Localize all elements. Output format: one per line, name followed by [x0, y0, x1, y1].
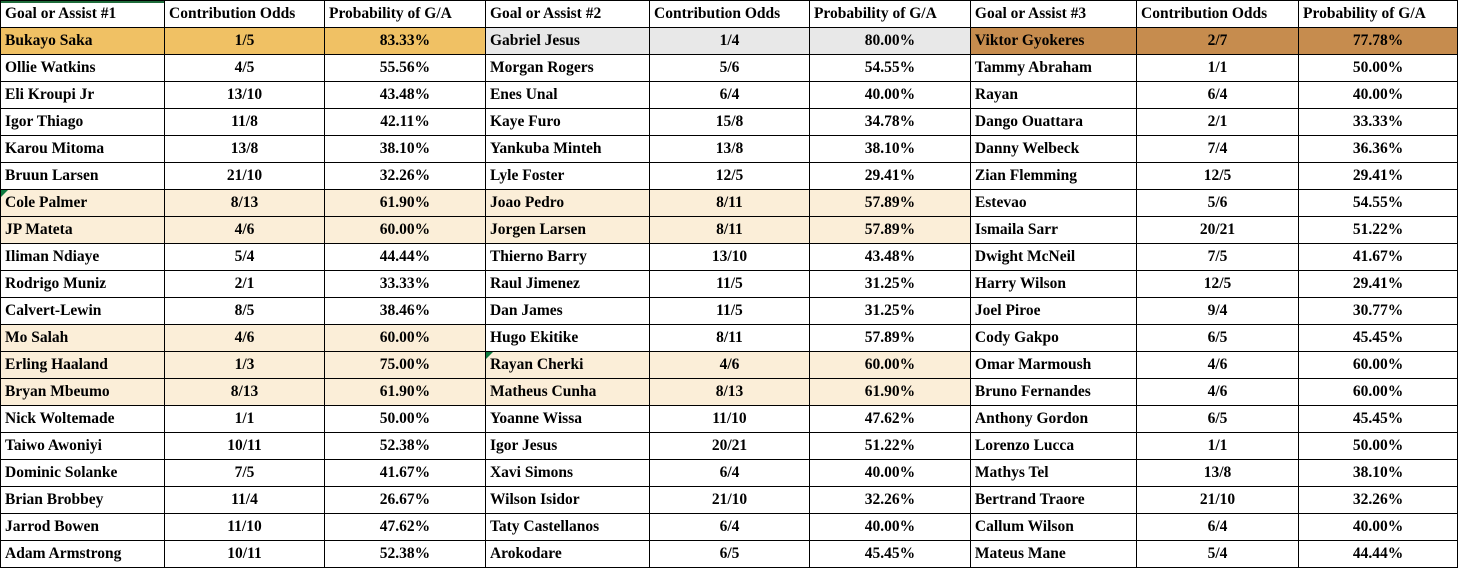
cell-c3-name: Dwight McNeil	[970, 244, 1136, 271]
cell-c1-name: Taiwo Awoniyi	[1, 433, 165, 460]
cell-c3-prob: 32.26%	[1299, 487, 1458, 514]
table-row	[1, 271, 1458, 298]
cell-c3-prob: 44.44%	[1299, 541, 1458, 568]
cell-c1-odds: 8/13	[165, 379, 325, 406]
cell-c1-name: Nick Woltemade	[1, 406, 165, 433]
cell-c1-prob: 75.00%	[324, 352, 485, 379]
cell-c3-prob: 60.00%	[1299, 352, 1458, 379]
cell-c1-prob: 83.33%	[324, 28, 485, 55]
table-row	[1, 163, 1458, 190]
cell-c1-name: Erling Haaland	[1, 352, 165, 379]
cell-c2-prob: 31.25%	[809, 298, 970, 325]
table-row	[1, 28, 1458, 55]
cell-c2-odds: 11/5	[650, 298, 810, 325]
cell-c3-odds: 12/5	[1137, 163, 1299, 190]
cell-c1-odds: 5/4	[165, 244, 325, 271]
cell-c3-name: Lorenzo Lucca	[970, 433, 1136, 460]
cell-c3-prob: 54.55%	[1299, 190, 1458, 217]
cell-c2-name: Joao Pedro	[485, 190, 649, 217]
cell-c1-name: Brian Brobbey	[1, 487, 165, 514]
column-header-name-1: Goal or Assist #1	[1, 1, 165, 28]
cell-c1-name: Bukayo Saka	[1, 28, 165, 55]
cell-c2-prob: 60.00%	[809, 352, 970, 379]
table-header-row	[1, 1, 1458, 28]
cell-c2-name: Enes Unal	[485, 82, 649, 109]
cell-c1-prob: 38.10%	[324, 136, 485, 163]
cell-c3-name: Bruno Fernandes	[970, 379, 1136, 406]
cell-c2-name: Lyle Foster	[485, 163, 649, 190]
column-header-prob-2: Probability of G/A	[809, 1, 970, 28]
cell-c1-name: Bruun Larsen	[1, 163, 165, 190]
cell-c3-odds: 7/5	[1137, 244, 1299, 271]
cell-c2-prob: 57.89%	[809, 190, 970, 217]
cell-c2-name: Morgan Rogers	[485, 55, 649, 82]
cell-c1-odds: 1/5	[165, 28, 325, 55]
table-row	[1, 109, 1458, 136]
cell-c3-name: Viktor Gyokeres	[970, 28, 1136, 55]
table-row	[1, 379, 1458, 406]
cell-c3-odds: 9/4	[1137, 298, 1299, 325]
cell-c2-name: Wilson Isidor	[485, 487, 649, 514]
cell-c2-prob: 61.90%	[809, 379, 970, 406]
cell-c3-name: Danny Welbeck	[970, 136, 1136, 163]
cell-c1-prob: 42.11%	[324, 109, 485, 136]
column-header-name-3: Goal or Assist #3	[970, 1, 1136, 28]
table-row	[1, 541, 1458, 568]
cell-c2-odds: 11/5	[650, 271, 810, 298]
column-header-odds-2: Contribution Odds	[650, 1, 810, 28]
cell-c2-prob: 57.89%	[809, 325, 970, 352]
cell-c3-odds: 6/5	[1137, 406, 1299, 433]
table-row	[1, 217, 1458, 244]
cell-c1-prob: 44.44%	[324, 244, 485, 271]
table-row	[1, 352, 1458, 379]
cell-c1-odds: 4/5	[165, 55, 325, 82]
cell-c3-odds: 5/4	[1137, 541, 1299, 568]
cell-c1-name: Cole Palmer	[1, 190, 165, 217]
cell-c3-odds: 4/6	[1137, 352, 1299, 379]
cell-c2-odds: 4/6	[650, 352, 810, 379]
cell-c2-prob: 54.55%	[809, 55, 970, 82]
cell-c3-prob: 45.45%	[1299, 406, 1458, 433]
cell-c3-name: Dango Ouattara	[970, 109, 1136, 136]
cell-c1-name: Jarrod Bowen	[1, 514, 165, 541]
cell-c1-prob: 60.00%	[324, 217, 485, 244]
cell-c1-name: Ollie Watkins	[1, 55, 165, 82]
cell-c3-name: Omar Marmoush	[970, 352, 1136, 379]
cell-c1-odds: 10/11	[165, 541, 325, 568]
cell-c1-name: Mo Salah	[1, 325, 165, 352]
cell-c2-prob: 32.26%	[809, 487, 970, 514]
table-row	[1, 244, 1458, 271]
cell-c1-prob: 47.62%	[324, 514, 485, 541]
cell-c2-name: Jorgen Larsen	[485, 217, 649, 244]
cell-c3-name: Tammy Abraham	[970, 55, 1136, 82]
cell-c3-odds: 4/6	[1137, 379, 1299, 406]
cell-c1-prob: 26.67%	[324, 487, 485, 514]
cell-c2-prob: 29.41%	[809, 163, 970, 190]
cell-c3-name: Rayan	[970, 82, 1136, 109]
table-row	[1, 514, 1458, 541]
cell-c3-name: Ismaila Sarr	[970, 217, 1136, 244]
cell-c3-name: Mateus Mane	[970, 541, 1136, 568]
cell-c1-odds: 1/1	[165, 406, 325, 433]
cell-c2-odds: 8/11	[650, 217, 810, 244]
cell-c3-prob: 45.45%	[1299, 325, 1458, 352]
cell-c2-name: Hugo Ekitike	[485, 325, 649, 352]
cell-c2-name: Yankuba Minteh	[485, 136, 649, 163]
cell-c1-name: Bryan Mbeumo	[1, 379, 165, 406]
cell-c3-prob: 36.36%	[1299, 136, 1458, 163]
cell-c2-name: Xavi Simons	[485, 460, 649, 487]
cell-c1-prob: 60.00%	[324, 325, 485, 352]
cell-c3-prob: 51.22%	[1299, 217, 1458, 244]
cell-c3-odds: 20/21	[1137, 217, 1299, 244]
cell-c1-name: Calvert-Lewin	[1, 298, 165, 325]
table-row	[1, 190, 1458, 217]
cell-c3-odds: 6/4	[1137, 514, 1299, 541]
cell-c2-odds: 20/21	[650, 433, 810, 460]
cell-c2-name: Dan James	[485, 298, 649, 325]
cell-c2-prob: 34.78%	[809, 109, 970, 136]
cell-c2-odds: 8/11	[650, 325, 810, 352]
cell-c1-odds: 8/13	[165, 190, 325, 217]
cell-c3-name: Estevao	[970, 190, 1136, 217]
cell-c2-name: Yoanne Wissa	[485, 406, 649, 433]
cell-c2-name: Raul Jimenez	[485, 271, 649, 298]
cell-c1-odds: 8/5	[165, 298, 325, 325]
cell-c3-name: Harry Wilson	[970, 271, 1136, 298]
table-row	[1, 406, 1458, 433]
cell-c3-odds: 6/5	[1137, 325, 1299, 352]
cell-c1-name: JP Mateta	[1, 217, 165, 244]
cell-c3-name: Joel Piroe	[970, 298, 1136, 325]
cell-c2-odds: 11/10	[650, 406, 810, 433]
cell-c1-prob: 33.33%	[324, 271, 485, 298]
column-header-odds-3: Contribution Odds	[1137, 1, 1299, 28]
cell-c2-odds: 5/6	[650, 55, 810, 82]
cell-c3-prob: 50.00%	[1299, 55, 1458, 82]
cell-c2-prob: 80.00%	[809, 28, 970, 55]
cell-c3-prob: 40.00%	[1299, 82, 1458, 109]
cell-c2-prob: 43.48%	[809, 244, 970, 271]
cell-c1-odds: 7/5	[165, 460, 325, 487]
cell-c3-odds: 7/4	[1137, 136, 1299, 163]
cell-c2-name: Kaye Furo	[485, 109, 649, 136]
cell-c1-odds: 13/10	[165, 82, 325, 109]
cell-c2-prob: 31.25%	[809, 271, 970, 298]
cell-c1-prob: 55.56%	[324, 55, 485, 82]
cell-c2-odds: 13/8	[650, 136, 810, 163]
cell-c2-name: Rayan Cherki	[485, 352, 649, 379]
cell-c1-prob: 50.00%	[324, 406, 485, 433]
cell-c2-odds: 12/5	[650, 163, 810, 190]
cell-c2-name: Thierno Barry	[485, 244, 649, 271]
cell-c2-name: Arokodare	[485, 541, 649, 568]
cell-c1-name: Karou Mitoma	[1, 136, 165, 163]
cell-c2-name: Taty Castellanos	[485, 514, 649, 541]
cell-c1-odds: 1/3	[165, 352, 325, 379]
cell-c3-name: Anthony Gordon	[970, 406, 1136, 433]
cell-c3-odds: 5/6	[1137, 190, 1299, 217]
cell-c2-prob: 57.89%	[809, 217, 970, 244]
cell-c2-odds: 6/4	[650, 460, 810, 487]
cell-c3-name: Callum Wilson	[970, 514, 1136, 541]
cell-c2-prob: 38.10%	[809, 136, 970, 163]
cell-c1-odds: 4/6	[165, 325, 325, 352]
cell-c2-odds: 8/11	[650, 190, 810, 217]
table-row	[1, 82, 1458, 109]
cell-c3-prob: 77.78%	[1299, 28, 1458, 55]
cell-c3-prob: 38.10%	[1299, 460, 1458, 487]
cell-c3-odds: 1/1	[1137, 55, 1299, 82]
cell-c1-prob: 38.46%	[324, 298, 485, 325]
cell-c1-prob: 52.38%	[324, 433, 485, 460]
cell-c1-name: Eli Kroupi Jr	[1, 82, 165, 109]
table-row	[1, 55, 1458, 82]
column-header-name-2: Goal or Assist #2	[485, 1, 649, 28]
cell-c1-name: Igor Thiago	[1, 109, 165, 136]
cell-c2-name: Igor Jesus	[485, 433, 649, 460]
cell-c2-prob: 40.00%	[809, 514, 970, 541]
cell-c1-odds: 4/6	[165, 217, 325, 244]
cell-c1-odds: 13/8	[165, 136, 325, 163]
cell-c3-prob: 40.00%	[1299, 514, 1458, 541]
cell-c1-odds: 11/8	[165, 109, 325, 136]
cell-c2-odds: 8/13	[650, 379, 810, 406]
cell-c1-name: Adam Armstrong	[1, 541, 165, 568]
table-row	[1, 136, 1458, 163]
cell-c2-name: Matheus Cunha	[485, 379, 649, 406]
cell-c3-name: Zian Flemming	[970, 163, 1136, 190]
cell-c2-odds: 6/4	[650, 82, 810, 109]
cell-c3-odds: 1/1	[1137, 433, 1299, 460]
cell-c2-odds: 6/5	[650, 541, 810, 568]
cell-c1-odds: 11/10	[165, 514, 325, 541]
cell-c2-odds: 1/4	[650, 28, 810, 55]
cell-c1-prob: 32.26%	[324, 163, 485, 190]
table-row	[1, 487, 1458, 514]
cell-c2-odds: 15/8	[650, 109, 810, 136]
cell-c3-odds: 13/8	[1137, 460, 1299, 487]
cell-c3-name: Mathys Tel	[970, 460, 1136, 487]
cell-c2-odds: 13/10	[650, 244, 810, 271]
cell-c1-name: Rodrigo Muniz	[1, 271, 165, 298]
cell-c2-prob: 47.62%	[809, 406, 970, 433]
cell-c3-prob: 30.77%	[1299, 298, 1458, 325]
cell-c3-name: Bertrand Traore	[970, 487, 1136, 514]
cell-c1-name: Dominic Solanke	[1, 460, 165, 487]
cell-c2-name: Gabriel Jesus	[485, 28, 649, 55]
cell-c1-odds: 10/11	[165, 433, 325, 460]
cell-c3-prob: 41.67%	[1299, 244, 1458, 271]
cell-c1-odds: 11/4	[165, 487, 325, 514]
cell-c1-prob: 43.48%	[324, 82, 485, 109]
cell-c1-prob: 52.38%	[324, 541, 485, 568]
cell-c3-prob: 29.41%	[1299, 271, 1458, 298]
table-row	[1, 433, 1458, 460]
cell-c2-odds: 6/4	[650, 514, 810, 541]
cell-c1-prob: 61.90%	[324, 190, 485, 217]
table-row	[1, 460, 1458, 487]
cell-c2-prob: 40.00%	[809, 82, 970, 109]
cell-c3-odds: 21/10	[1137, 487, 1299, 514]
column-header-prob-1: Probability of G/A	[324, 1, 485, 28]
cell-c2-odds: 21/10	[650, 487, 810, 514]
cell-c2-prob: 40.00%	[809, 460, 970, 487]
cell-c2-prob: 51.22%	[809, 433, 970, 460]
cell-c3-name: Cody Gakpo	[970, 325, 1136, 352]
cell-c1-prob: 61.90%	[324, 379, 485, 406]
table-body	[1, 28, 1458, 568]
table-row	[1, 298, 1458, 325]
table-row	[1, 325, 1458, 352]
cell-c1-odds: 2/1	[165, 271, 325, 298]
cell-c3-prob: 60.00%	[1299, 379, 1458, 406]
cell-c1-name: Iliman Ndiaye	[1, 244, 165, 271]
column-header-prob-3: Probability of G/A	[1299, 1, 1458, 28]
cell-c3-odds: 6/4	[1137, 82, 1299, 109]
cell-c3-odds: 2/7	[1137, 28, 1299, 55]
cell-c3-odds: 2/1	[1137, 109, 1299, 136]
cell-c1-odds: 21/10	[165, 163, 325, 190]
cell-c1-prob: 41.67%	[324, 460, 485, 487]
cell-c3-prob: 50.00%	[1299, 433, 1458, 460]
cell-c3-prob: 29.41%	[1299, 163, 1458, 190]
cell-c3-prob: 33.33%	[1299, 109, 1458, 136]
column-header-odds-1: Contribution Odds	[165, 1, 325, 28]
cell-c2-prob: 45.45%	[809, 541, 970, 568]
cell-c3-odds: 12/5	[1137, 271, 1299, 298]
